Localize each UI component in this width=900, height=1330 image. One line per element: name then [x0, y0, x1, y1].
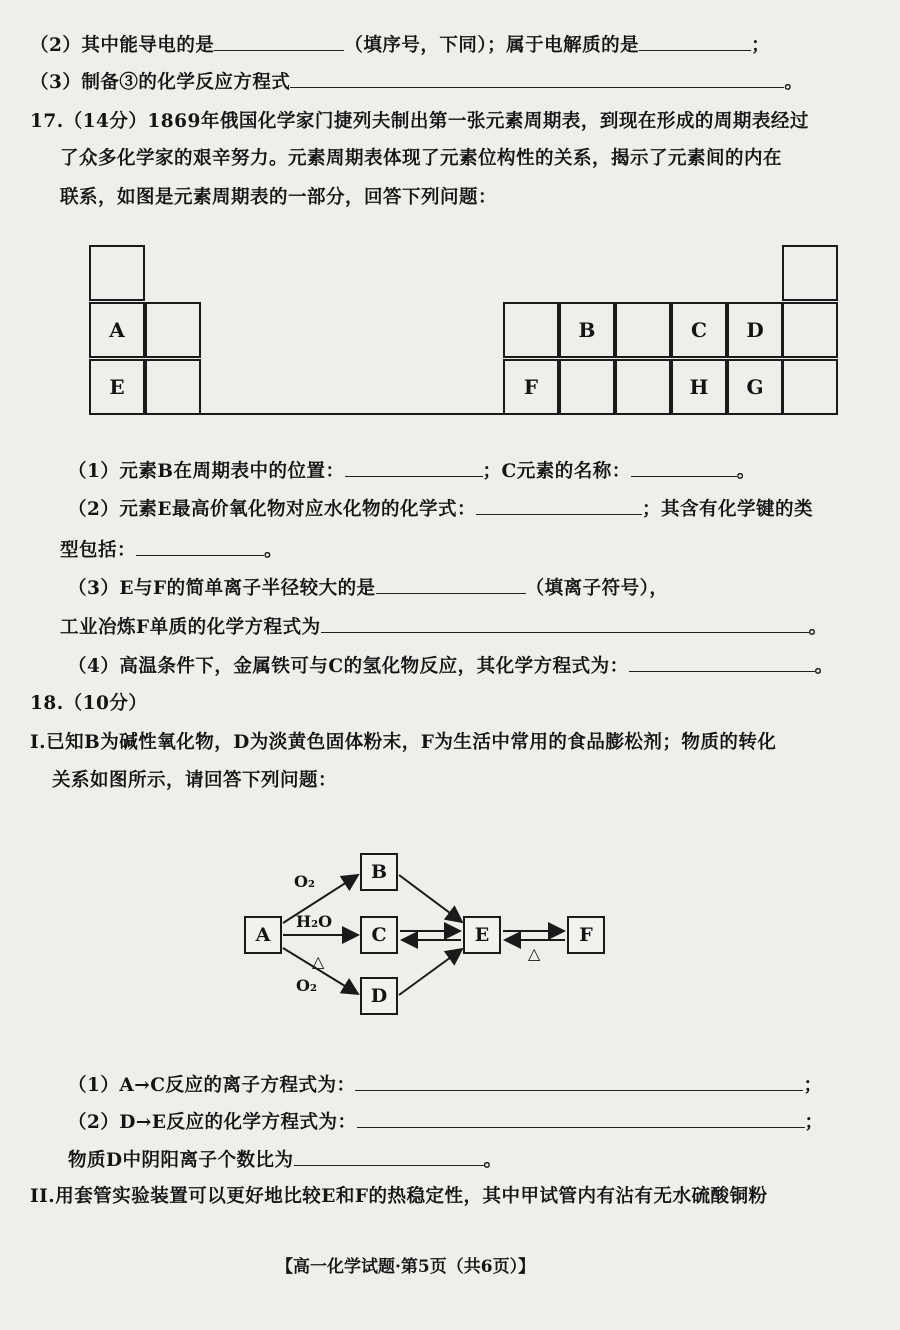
- pt-cell-c: C: [671, 302, 727, 358]
- q18-part2-end-d: 。: [483, 1150, 503, 1171]
- label-o2-top: O₂: [294, 872, 315, 891]
- node-a: A: [244, 916, 282, 954]
- q17-intro-line1: 17.（14分）1869年俄国化学家门捷列夫制出第一张元素周期表，到现在形成的周期表经过: [30, 111, 809, 132]
- q17-part2-text: （2）元素E最高价氧化物对应水化物的化学式：: [68, 499, 476, 520]
- q18-part1-end: ；: [803, 1075, 823, 1096]
- q18-part2-text: （2）D→E反应的化学方程式为：: [68, 1112, 357, 1133]
- q16-part3-text: （3）制备③的化学反应方程式: [30, 72, 291, 93]
- q17-part4-end: 。: [814, 656, 834, 677]
- q16-part3-end: 。: [784, 72, 804, 93]
- q17-part4-text: （4）高温条件下，金属铁可与C的氢化物反应，其化学方程式为：: [68, 656, 629, 677]
- q16-part2-text-b: （填序号，下同）；属于电解质的是: [344, 35, 640, 56]
- q17-part1-text: （1）元素B在周期表中的位置：: [68, 461, 345, 482]
- q16-part2-text-c: ；: [751, 35, 771, 56]
- pt-cell-f: F: [503, 359, 559, 415]
- label-h2o: H₂O: [296, 912, 333, 931]
- label-o2-bottom: O₂: [296, 976, 317, 995]
- answer-blank[interactable]: [357, 1109, 805, 1128]
- node-e: E: [463, 916, 501, 954]
- node-f: F: [567, 916, 605, 954]
- q17-part3-text-b: （填离子符号），: [525, 578, 669, 599]
- q17-intro-line2: 了众多化学家的艰辛努力。元素周期表体现了元素位构性的关系，揭示了元素间的内在: [60, 148, 783, 169]
- q17-part1-end: 。: [736, 461, 756, 482]
- q16-part2-text: （2）其中能导电的是: [30, 35, 215, 56]
- label-heat-a: △: [312, 952, 325, 971]
- arrow-d-to-e: [399, 949, 462, 995]
- pt-cell-a: A: [89, 302, 145, 358]
- q17-intro-line3: 联系，如图是元素周期表的一部分，回答下列问题：: [60, 187, 498, 208]
- q17-part2-text-b: ；其含有化学键的类: [641, 499, 813, 520]
- q18-part1: [68, 1072, 822, 1098]
- pt-cell-d: D: [727, 302, 783, 358]
- q18-part1-text: （1）A→C反应的离子方程式为：: [68, 1075, 356, 1096]
- q18-intro-line2: 关系如图所示，请回答下列问题：: [52, 770, 338, 791]
- q17-part2-end: 。: [264, 540, 284, 561]
- node-c: C: [360, 916, 398, 954]
- q18-part2: [68, 1109, 824, 1135]
- q18-part-ii: II.用套管实验装置可以更好地比较E和F的热稳定性，其中甲试管内有沾有无水硫酸铜粉: [30, 1186, 768, 1207]
- pt-cell-e: E: [89, 359, 145, 415]
- pt-cell-h: H: [671, 359, 727, 415]
- pt-cell-g: G: [727, 359, 783, 415]
- node-d: D: [360, 977, 398, 1015]
- answer-blank[interactable]: [294, 1147, 484, 1166]
- q18-part2-cont: [68, 1147, 503, 1173]
- q17-part1-text-b: ；C元素的名称：: [482, 461, 631, 482]
- q18-title: 18.（10分）: [30, 693, 148, 714]
- arrow-b-to-e: [399, 875, 462, 922]
- q18-part2-text-c: 物质D中阴阳离子个数比为: [68, 1150, 294, 1171]
- node-b: B: [360, 853, 398, 891]
- q17-part3-text: （3）E与F的简单离子半径较大的是: [68, 578, 376, 599]
- pt-cell-b: B: [559, 302, 615, 358]
- label-heat-f: △: [528, 944, 541, 963]
- q18-part2-end: ；: [804, 1112, 824, 1133]
- page-footer: 【高一化学试题·第5页（共6页）】: [276, 1257, 536, 1277]
- q17-part2-text-c: 型包括：: [60, 540, 137, 561]
- q17-part3-end: 。: [808, 617, 828, 638]
- answer-blank[interactable]: [355, 1072, 803, 1091]
- q17-part3-text-c: 工业冶炼F单质的化学方程式为: [60, 617, 321, 638]
- q18-intro-line1: I.已知B为碱性氧化物，D为淡黄色固体粉末，F为生活中常用的食品膨松剂；物质的转化: [30, 732, 777, 753]
